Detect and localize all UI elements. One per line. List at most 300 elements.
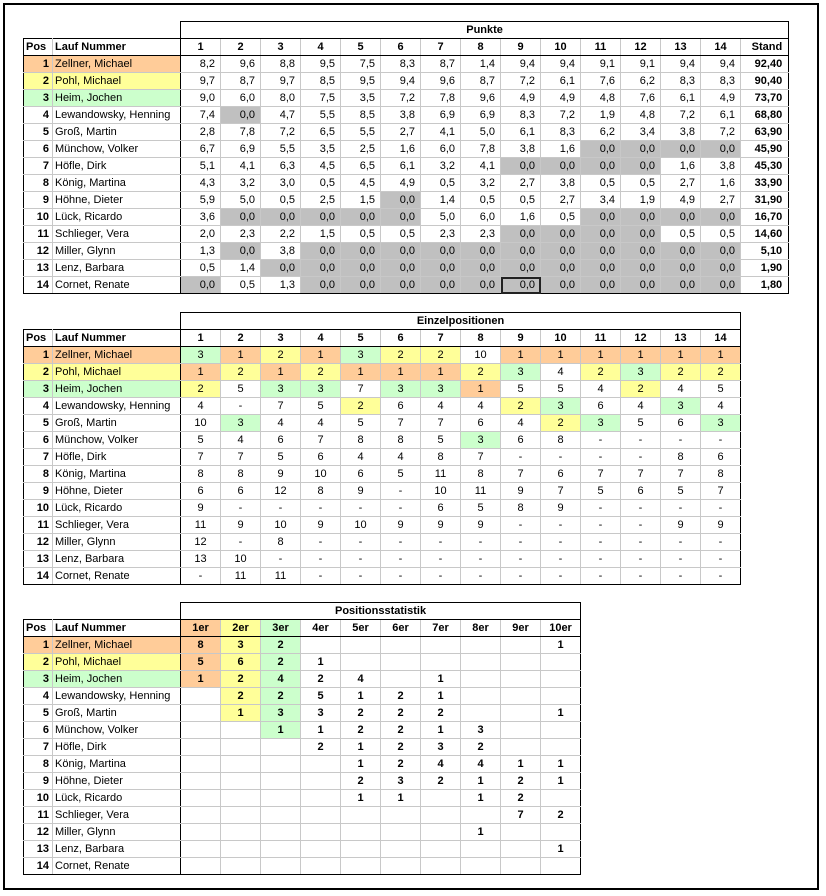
position-value-cell[interactable]: 2 [461, 364, 501, 381]
stat-count-cell[interactable] [261, 841, 301, 858]
position-value-cell[interactable]: - [301, 568, 341, 585]
score-cell[interactable]: 3,8 [541, 175, 581, 192]
score-cell[interactable]: 8,7 [421, 56, 461, 73]
position-value-cell[interactable]: 2 [621, 381, 661, 398]
stand-cell[interactable]: 45,90 [741, 141, 789, 158]
score-cell[interactable]: 6,9 [221, 141, 261, 158]
score-cell[interactable]: 7,2 [701, 124, 741, 141]
stat-count-cell[interactable]: 2 [381, 688, 421, 705]
stat-count-cell[interactable] [181, 722, 221, 739]
stat-count-cell[interactable] [261, 807, 301, 824]
position-value-cell[interactable]: 7 [381, 415, 421, 432]
stat-count-cell[interactable] [181, 841, 221, 858]
stat-count-cell[interactable] [261, 790, 301, 807]
position-value-cell[interactable]: 6 [461, 415, 501, 432]
score-cell[interactable]: 8,2 [181, 56, 221, 73]
score-cell[interactable]: 0,0 [661, 141, 701, 158]
stat-count-cell[interactable]: 1 [181, 671, 221, 688]
score-cell[interactable]: 2,3 [461, 226, 501, 243]
stat-count-cell[interactable] [541, 824, 581, 841]
score-cell[interactable]: 9,1 [581, 56, 621, 73]
position-value-cell[interactable]: 8 [701, 466, 741, 483]
score-cell[interactable]: 3,8 [661, 124, 701, 141]
score-cell[interactable]: 9,5 [341, 73, 381, 90]
score-cell[interactable]: 5,5 [341, 124, 381, 141]
score-cell[interactable]: 2,5 [341, 141, 381, 158]
position-value-cell[interactable]: - [621, 500, 661, 517]
position-value-cell[interactable]: 3 [421, 381, 461, 398]
stat-count-cell[interactable]: 2 [501, 790, 541, 807]
position-value-cell[interactable]: 1 [261, 364, 301, 381]
score-cell[interactable]: 0,0 [621, 141, 661, 158]
player-name[interactable]: Höfle, Dirk [53, 739, 181, 756]
position-value-cell[interactable]: 8 [461, 466, 501, 483]
score-cell[interactable]: 0,5 [421, 175, 461, 192]
stat-count-cell[interactable] [381, 824, 421, 841]
position-value-cell[interactable]: 5 [421, 432, 461, 449]
position-value-cell[interactable]: - [621, 568, 661, 585]
stat-count-cell[interactable]: 1 [301, 722, 341, 739]
player-name[interactable]: Höhne, Dieter [53, 773, 181, 790]
position-value-cell[interactable]: - [221, 398, 261, 415]
score-cell[interactable]: 0,0 [581, 226, 621, 243]
stat-count-cell[interactable]: 2 [541, 807, 581, 824]
position-value-cell[interactable]: 8 [381, 432, 421, 449]
score-cell[interactable]: 0,0 [541, 277, 581, 294]
stat-count-cell[interactable] [501, 637, 541, 654]
position-value-cell[interactable]: 7 [301, 432, 341, 449]
score-cell[interactable]: 0,0 [221, 209, 261, 226]
player-name[interactable]: Zellner, Michael [53, 347, 181, 364]
position-value-cell[interactable]: 7 [341, 381, 381, 398]
score-cell[interactable]: 1,9 [581, 107, 621, 124]
position-value-cell[interactable]: - [421, 568, 461, 585]
score-cell[interactable]: 0,0 [701, 243, 741, 260]
player-name[interactable]: Miller, Glynn [53, 243, 181, 260]
score-cell[interactable]: 0,0 [341, 260, 381, 277]
score-cell[interactable]: 1,5 [341, 192, 381, 209]
score-cell[interactable]: 8,3 [661, 73, 701, 90]
stat-count-cell[interactable] [421, 824, 461, 841]
position-value-cell[interactable]: 2 [381, 347, 421, 364]
position-value-cell[interactable]: - [461, 568, 501, 585]
stat-count-cell[interactable] [221, 841, 261, 858]
position-value-cell[interactable]: - [661, 551, 701, 568]
player-name[interactable]: Pohl, Michael [53, 73, 181, 90]
score-cell[interactable]: 1,9 [621, 192, 661, 209]
player-name[interactable]: Heim, Jochen [53, 90, 181, 107]
stand-cell[interactable]: 73,70 [741, 90, 789, 107]
position-value-cell[interactable]: 5 [501, 381, 541, 398]
stat-count-cell[interactable] [301, 637, 341, 654]
score-cell[interactable]: 0,0 [621, 209, 661, 226]
position-value-cell[interactable]: 9 [381, 517, 421, 534]
stat-count-cell[interactable]: 8 [181, 637, 221, 654]
position-value-cell[interactable]: - [581, 534, 621, 551]
stat-count-cell[interactable] [341, 824, 381, 841]
player-name[interactable]: Heim, Jochen [53, 671, 181, 688]
stat-count-cell[interactable] [341, 858, 381, 875]
stat-count-cell[interactable]: 6 [221, 654, 261, 671]
score-cell[interactable]: 0,5 [181, 260, 221, 277]
stat-count-cell[interactable]: 2 [461, 739, 501, 756]
position-value-cell[interactable]: 1 [621, 347, 661, 364]
score-cell[interactable]: 9,4 [381, 73, 421, 90]
position-value-cell[interactable]: 4 [221, 432, 261, 449]
score-cell[interactable]: 0,0 [621, 158, 661, 175]
position-value-cell[interactable]: - [301, 551, 341, 568]
score-cell[interactable]: 9,4 [501, 56, 541, 73]
position-value-cell[interactable]: 5 [261, 449, 301, 466]
score-cell[interactable]: 0,5 [301, 175, 341, 192]
score-cell[interactable]: 3,2 [221, 175, 261, 192]
stat-count-cell[interactable]: 4 [341, 671, 381, 688]
score-cell[interactable]: 1,4 [421, 192, 461, 209]
score-cell[interactable]: 4,1 [461, 158, 501, 175]
position-value-cell[interactable]: 4 [301, 415, 341, 432]
score-cell[interactable]: 4,9 [701, 90, 741, 107]
score-cell[interactable]: 2,0 [181, 226, 221, 243]
score-cell[interactable]: 7,2 [501, 73, 541, 90]
stat-count-cell[interactable] [181, 756, 221, 773]
score-cell[interactable]: 5,9 [181, 192, 221, 209]
score-cell[interactable]: 1,3 [261, 277, 301, 294]
score-cell[interactable]: 3,8 [261, 243, 301, 260]
position-value-cell[interactable]: 2 [541, 415, 581, 432]
stat-count-cell[interactable] [221, 722, 261, 739]
stat-count-cell[interactable] [461, 671, 501, 688]
position-value-cell[interactable]: - [621, 534, 661, 551]
player-name[interactable]: Zellner, Michael [53, 637, 181, 654]
position-value-cell[interactable]: 9 [501, 483, 541, 500]
score-cell[interactable]: 4,1 [421, 124, 461, 141]
score-cell[interactable]: 3,5 [341, 90, 381, 107]
position-value-cell[interactable]: 6 [341, 466, 381, 483]
position-value-cell[interactable]: - [701, 432, 741, 449]
position-value-cell[interactable]: 3 [261, 381, 301, 398]
position-value-cell[interactable]: 6 [701, 449, 741, 466]
player-name[interactable]: Lück, Ricardo [53, 500, 181, 517]
stand-cell[interactable]: 68,80 [741, 107, 789, 124]
score-cell[interactable]: 9,4 [701, 56, 741, 73]
score-cell[interactable]: 5,5 [301, 107, 341, 124]
position-value-cell[interactable]: 6 [621, 483, 661, 500]
position-value-cell[interactable]: 9 [181, 500, 221, 517]
position-value-cell[interactable]: - [261, 551, 301, 568]
position-value-cell[interactable]: - [541, 568, 581, 585]
position-value-cell[interactable]: 4 [501, 415, 541, 432]
position-value-cell[interactable]: - [461, 534, 501, 551]
player-name[interactable]: Miller, Glynn [53, 534, 181, 551]
stat-count-cell[interactable] [501, 688, 541, 705]
score-cell[interactable]: 0,0 [621, 226, 661, 243]
score-cell[interactable]: 0,0 [701, 277, 741, 294]
score-cell[interactable]: 0,0 [501, 243, 541, 260]
score-cell[interactable]: 0,0 [621, 277, 661, 294]
score-cell[interactable]: 0,0 [581, 209, 621, 226]
score-cell[interactable]: 1,6 [381, 141, 421, 158]
stat-count-cell[interactable] [541, 688, 581, 705]
stat-count-cell[interactable] [421, 790, 461, 807]
score-cell[interactable]: 4,1 [221, 158, 261, 175]
score-cell[interactable]: 0,0 [421, 277, 461, 294]
player-name[interactable]: Groß, Martin [53, 415, 181, 432]
score-cell[interactable]: 0,0 [381, 277, 421, 294]
stat-count-cell[interactable] [221, 739, 261, 756]
score-cell[interactable]: 6,0 [421, 141, 461, 158]
position-value-cell[interactable]: 8 [501, 500, 541, 517]
score-cell[interactable]: 4,5 [341, 175, 381, 192]
score-cell[interactable]: 4,5 [301, 158, 341, 175]
position-value-cell[interactable]: 9 [541, 500, 581, 517]
position-value-cell[interactable]: 10 [341, 517, 381, 534]
stat-count-cell[interactable]: 2 [341, 705, 381, 722]
stat-count-cell[interactable] [541, 790, 581, 807]
score-cell[interactable]: 6,0 [221, 90, 261, 107]
position-value-cell[interactable]: - [541, 517, 581, 534]
player-name[interactable]: Höhne, Dieter [53, 192, 181, 209]
position-value-cell[interactable]: 8 [661, 449, 701, 466]
score-cell[interactable]: 0,5 [541, 209, 581, 226]
position-value-cell[interactable]: 12 [261, 483, 301, 500]
score-cell[interactable]: 7,2 [661, 107, 701, 124]
position-value-cell[interactable]: - [581, 449, 621, 466]
position-value-cell[interactable]: - [621, 517, 661, 534]
player-name[interactable]: Cornet, Renate [53, 858, 181, 875]
score-cell[interactable]: 0,0 [541, 260, 581, 277]
position-value-cell[interactable]: - [501, 534, 541, 551]
position-value-cell[interactable]: - [661, 534, 701, 551]
position-value-cell[interactable]: 10 [181, 415, 221, 432]
score-cell[interactable]: 5,5 [261, 141, 301, 158]
stat-count-cell[interactable]: 2 [261, 637, 301, 654]
position-value-cell[interactable]: - [621, 551, 661, 568]
score-cell[interactable]: 1,6 [541, 141, 581, 158]
stand-cell[interactable]: 16,70 [741, 209, 789, 226]
stat-count-cell[interactable]: 1 [341, 739, 381, 756]
stat-count-cell[interactable]: 2 [221, 671, 261, 688]
score-cell[interactable]: 6,1 [661, 90, 701, 107]
position-value-cell[interactable]: - [301, 500, 341, 517]
player-name[interactable]: Groß, Martin [53, 705, 181, 722]
position-value-cell[interactable]: 3 [581, 415, 621, 432]
score-cell[interactable]: 3,2 [421, 158, 461, 175]
score-cell[interactable]: 6,9 [421, 107, 461, 124]
position-value-cell[interactable]: 5 [701, 381, 741, 398]
score-cell[interactable]: 4,9 [501, 90, 541, 107]
score-cell[interactable]: 6,0 [461, 209, 501, 226]
score-cell[interactable]: 0,0 [661, 260, 701, 277]
stat-count-cell[interactable]: 1 [301, 654, 341, 671]
stat-count-cell[interactable] [421, 807, 461, 824]
score-cell[interactable]: 0,0 [581, 277, 621, 294]
stat-count-cell[interactable] [381, 858, 421, 875]
score-cell[interactable]: 0,5 [701, 226, 741, 243]
position-value-cell[interactable]: 1 [301, 347, 341, 364]
position-value-cell[interactable]: 1 [501, 347, 541, 364]
score-cell[interactable]: 0,0 [301, 243, 341, 260]
position-value-cell[interactable]: 4 [621, 398, 661, 415]
stat-count-cell[interactable]: 4 [261, 671, 301, 688]
score-cell[interactable]: 0,0 [661, 243, 701, 260]
position-value-cell[interactable]: - [221, 500, 261, 517]
score-cell[interactable]: 7,2 [381, 90, 421, 107]
position-value-cell[interactable]: 5 [541, 381, 581, 398]
position-value-cell[interactable]: - [661, 432, 701, 449]
stat-count-cell[interactable] [501, 722, 541, 739]
score-cell[interactable]: 0,0 [581, 260, 621, 277]
stat-count-cell[interactable] [261, 756, 301, 773]
score-cell[interactable]: 0,0 [541, 226, 581, 243]
position-value-cell[interactable]: 5 [581, 483, 621, 500]
stat-count-cell[interactable]: 3 [381, 773, 421, 790]
player-name[interactable]: König, Martina [53, 756, 181, 773]
position-value-cell[interactable]: 6 [501, 432, 541, 449]
score-cell[interactable]: 0,5 [261, 192, 301, 209]
score-cell[interactable]: 0,5 [341, 226, 381, 243]
stat-count-cell[interactable]: 1 [421, 722, 461, 739]
position-value-cell[interactable]: 2 [661, 364, 701, 381]
position-value-cell[interactable]: - [581, 551, 621, 568]
score-cell[interactable]: 2,7 [501, 175, 541, 192]
score-cell[interactable]: 1,3 [181, 243, 221, 260]
position-value-cell[interactable]: 3 [301, 381, 341, 398]
position-value-cell[interactable]: 9 [421, 517, 461, 534]
position-value-cell[interactable]: 6 [581, 398, 621, 415]
stat-count-cell[interactable] [261, 858, 301, 875]
score-cell[interactable]: 0,0 [501, 277, 541, 294]
position-value-cell[interactable]: 2 [261, 347, 301, 364]
score-cell[interactable]: 3,4 [621, 124, 661, 141]
player-name[interactable]: Heim, Jochen [53, 381, 181, 398]
position-value-cell[interactable]: 4 [661, 381, 701, 398]
stat-count-cell[interactable]: 2 [381, 722, 421, 739]
score-cell[interactable]: 4,7 [261, 107, 301, 124]
score-cell[interactable]: 8,0 [261, 90, 301, 107]
score-cell[interactable]: 1,6 [501, 209, 541, 226]
score-cell[interactable]: 1,5 [301, 226, 341, 243]
position-value-cell[interactable]: - [381, 500, 421, 517]
position-value-cell[interactable]: 6 [261, 432, 301, 449]
stat-count-cell[interactable]: 2 [381, 705, 421, 722]
stat-count-cell[interactable] [381, 637, 421, 654]
position-value-cell[interactable]: 6 [381, 398, 421, 415]
score-cell[interactable]: 9,0 [181, 90, 221, 107]
player-name[interactable]: Lenz, Barbara [53, 841, 181, 858]
stat-count-cell[interactable]: 2 [421, 705, 461, 722]
score-cell[interactable]: 9,5 [301, 56, 341, 73]
stat-count-cell[interactable] [261, 773, 301, 790]
score-cell[interactable]: 8,7 [461, 73, 501, 90]
position-value-cell[interactable]: - [581, 517, 621, 534]
score-cell[interactable]: 1,4 [221, 260, 261, 277]
position-value-cell[interactable]: 5 [221, 381, 261, 398]
score-cell[interactable]: 1,4 [461, 56, 501, 73]
position-value-cell[interactable]: - [701, 551, 741, 568]
score-cell[interactable]: 3,5 [301, 141, 341, 158]
score-cell[interactable]: 0,0 [341, 243, 381, 260]
score-cell[interactable]: 5,0 [221, 192, 261, 209]
position-value-cell[interactable]: 5 [181, 432, 221, 449]
score-cell[interactable]: 0,0 [221, 107, 261, 124]
score-cell[interactable]: 0,5 [221, 277, 261, 294]
score-cell[interactable]: 7,6 [581, 73, 621, 90]
stat-count-cell[interactable] [221, 773, 261, 790]
position-value-cell[interactable]: 8 [261, 534, 301, 551]
player-name[interactable]: Münchow, Volker [53, 141, 181, 158]
stat-count-cell[interactable] [501, 705, 541, 722]
position-value-cell[interactable]: 8 [341, 432, 381, 449]
position-value-cell[interactable]: 3 [661, 398, 701, 415]
position-value-cell[interactable]: - [381, 568, 421, 585]
stat-count-cell[interactable] [421, 654, 461, 671]
position-value-cell[interactable]: 2 [301, 364, 341, 381]
score-cell[interactable]: 0,0 [261, 260, 301, 277]
player-name[interactable]: Zellner, Michael [53, 56, 181, 73]
player-name[interactable]: Lück, Ricardo [53, 209, 181, 226]
position-value-cell[interactable]: 7 [261, 398, 301, 415]
score-cell[interactable]: 9,1 [621, 56, 661, 73]
position-value-cell[interactable]: 3 [501, 364, 541, 381]
score-cell[interactable]: 8,8 [261, 56, 301, 73]
score-cell[interactable]: 2,7 [701, 192, 741, 209]
score-cell[interactable]: 0,0 [181, 277, 221, 294]
stat-count-cell[interactable]: 3 [461, 722, 501, 739]
position-value-cell[interactable]: 3 [701, 415, 741, 432]
position-value-cell[interactable]: 6 [221, 483, 261, 500]
score-cell[interactable]: 4,9 [661, 192, 701, 209]
position-value-cell[interactable]: 4 [181, 398, 221, 415]
stat-count-cell[interactable]: 3 [221, 637, 261, 654]
position-value-cell[interactable]: 1 [421, 364, 461, 381]
player-name[interactable]: Lewandowsky, Henning [53, 398, 181, 415]
player-name[interactable]: Lenz, Barbara [53, 551, 181, 568]
score-cell[interactable]: 2,2 [261, 226, 301, 243]
position-value-cell[interactable]: 3 [461, 432, 501, 449]
stat-count-cell[interactable] [341, 637, 381, 654]
stat-count-cell[interactable]: 1 [421, 688, 461, 705]
position-value-cell[interactable]: 2 [501, 398, 541, 415]
score-cell[interactable]: 0,0 [541, 158, 581, 175]
score-cell[interactable]: 0,0 [581, 141, 621, 158]
score-cell[interactable]: 7,8 [421, 90, 461, 107]
stat-count-cell[interactable] [341, 654, 381, 671]
score-cell[interactable]: 0,5 [621, 175, 661, 192]
stat-count-cell[interactable] [181, 858, 221, 875]
score-cell[interactable]: 7,6 [621, 90, 661, 107]
position-value-cell[interactable]: 10 [421, 483, 461, 500]
score-cell[interactable]: 0,0 [461, 277, 501, 294]
position-value-cell[interactable]: - [341, 500, 381, 517]
stat-count-cell[interactable] [301, 756, 341, 773]
position-value-cell[interactable]: 3 [621, 364, 661, 381]
stat-count-cell[interactable]: 5 [181, 654, 221, 671]
position-value-cell[interactable]: 6 [541, 466, 581, 483]
score-cell[interactable]: 7,8 [461, 141, 501, 158]
position-value-cell[interactable]: - [421, 551, 461, 568]
position-value-cell[interactable]: 8 [421, 449, 461, 466]
position-value-cell[interactable]: 9 [301, 517, 341, 534]
score-cell[interactable]: 0,0 [701, 260, 741, 277]
stat-count-cell[interactable]: 1 [221, 705, 261, 722]
position-value-cell[interactable]: 7 [541, 483, 581, 500]
position-value-cell[interactable]: - [701, 568, 741, 585]
position-value-cell[interactable]: 4 [701, 398, 741, 415]
score-cell[interactable]: 7,5 [341, 56, 381, 73]
stat-count-cell[interactable] [341, 841, 381, 858]
score-cell[interactable]: 6,1 [541, 73, 581, 90]
position-value-cell[interactable]: 7 [461, 449, 501, 466]
